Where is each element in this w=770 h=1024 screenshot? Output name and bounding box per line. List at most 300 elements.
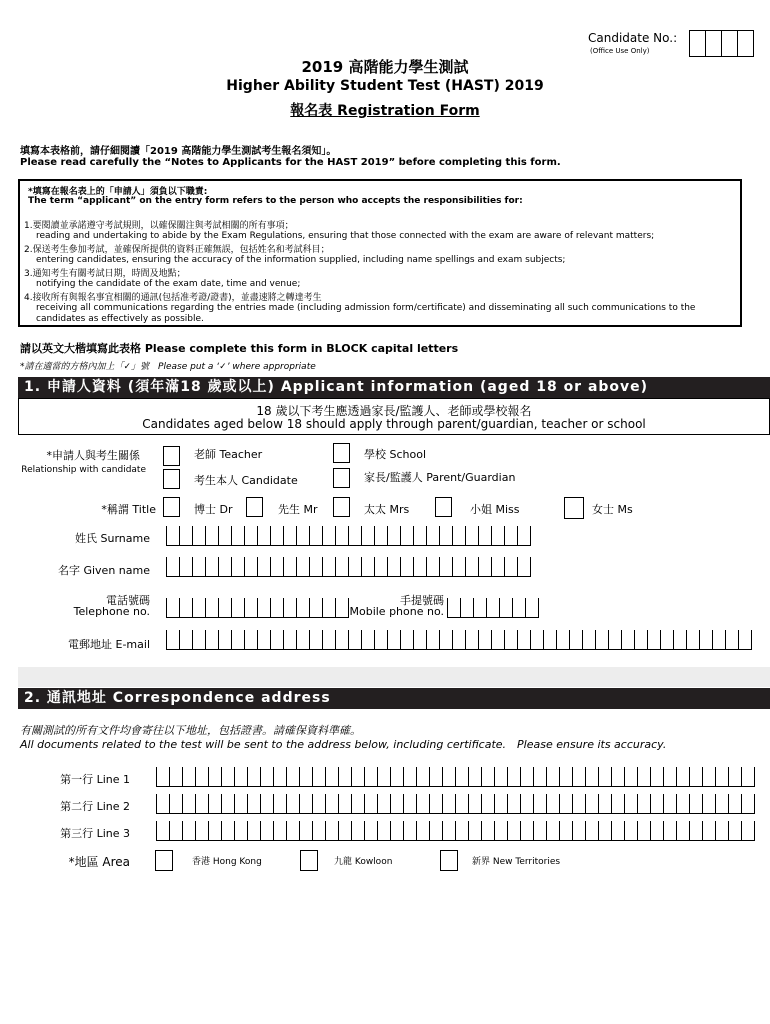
char-cell[interactable]	[427, 630, 440, 649]
notice-item-3-en: notifying the candidate of the exam date, time and venue;	[36, 279, 301, 289]
char-cell[interactable]	[352, 821, 365, 840]
char-cell[interactable]	[365, 821, 378, 840]
char-cell[interactable]	[245, 598, 258, 617]
char-cell[interactable]	[313, 767, 326, 786]
char-cell[interactable]	[209, 767, 222, 786]
char-cell[interactable]	[349, 526, 362, 545]
char-cell[interactable]	[508, 794, 521, 813]
char-cell[interactable]	[323, 630, 336, 649]
char-cell[interactable]	[414, 526, 427, 545]
section-1-note-cn: 18 歲以下考生應透過家長/監護人、老師或學校報名	[256, 404, 532, 418]
char-cell[interactable]	[482, 767, 495, 786]
char-cell[interactable]	[456, 767, 469, 786]
char-cell[interactable]	[378, 821, 391, 840]
char-cell[interactable]	[456, 821, 469, 840]
char-cell[interactable]	[612, 794, 625, 813]
char-cell[interactable]	[170, 821, 183, 840]
char-cell[interactable]	[388, 630, 401, 649]
address-line-3-input[interactable]	[156, 821, 755, 841]
char-cell[interactable]	[284, 557, 297, 576]
char-cell[interactable]	[404, 821, 417, 840]
char-cell[interactable]	[310, 630, 323, 649]
char-cell[interactable]	[534, 794, 547, 813]
char-cell[interactable]	[466, 557, 479, 576]
char-cell[interactable]	[664, 767, 677, 786]
char-cell[interactable]	[469, 767, 482, 786]
char-cell[interactable]	[261, 821, 274, 840]
char-cell[interactable]	[274, 794, 287, 813]
char-cell[interactable]	[297, 526, 310, 545]
char-cell[interactable]	[677, 767, 690, 786]
char-cell[interactable]	[206, 598, 219, 617]
char-cell[interactable]	[508, 821, 521, 840]
char-cell[interactable]	[526, 598, 539, 617]
title-mrs-checkbox[interactable]	[333, 497, 350, 517]
char-cell[interactable]	[664, 794, 677, 813]
char-cell[interactable]	[219, 630, 232, 649]
char-cell[interactable]	[404, 794, 417, 813]
char-cell[interactable]	[466, 526, 479, 545]
char-cell[interactable]	[297, 557, 310, 576]
char-cell[interactable]	[430, 821, 443, 840]
office-use-only: (Office Use Only)	[590, 47, 650, 55]
char-cell[interactable]	[492, 526, 505, 545]
char-cell[interactable]	[258, 526, 271, 545]
char-cell[interactable]	[469, 794, 482, 813]
char-cell[interactable]	[690, 794, 703, 813]
char-cell[interactable]	[323, 526, 336, 545]
char-cell[interactable]	[219, 526, 232, 545]
char-cell[interactable]	[209, 794, 222, 813]
char-cell[interactable]	[547, 821, 560, 840]
notice-item-1-cn: 1.要閱讀並承諾遵守考試規則，以確保關注與考試相關的所有事項；	[24, 221, 294, 231]
char-cell[interactable]	[180, 630, 193, 649]
char-cell[interactable]	[326, 794, 339, 813]
char-cell[interactable]	[261, 794, 274, 813]
char-cell[interactable]	[518, 630, 531, 649]
relationship-parent-checkbox[interactable]	[333, 468, 350, 488]
char-cell[interactable]	[638, 794, 651, 813]
char-cell[interactable]	[729, 794, 742, 813]
area-new-territories-checkbox[interactable]	[440, 850, 458, 871]
char-cell[interactable]	[586, 767, 599, 786]
char-cell[interactable]	[219, 598, 232, 617]
char-cell[interactable]	[193, 557, 206, 576]
char-cell[interactable]	[196, 794, 209, 813]
char-cell[interactable]	[513, 598, 526, 617]
email-input[interactable]	[166, 630, 752, 650]
char-cell[interactable]	[206, 526, 219, 545]
char-cell[interactable]	[193, 630, 206, 649]
char-cell[interactable]	[583, 630, 596, 649]
char-cell[interactable]	[664, 821, 677, 840]
char-cell[interactable]	[560, 821, 573, 840]
char-cell[interactable]	[596, 630, 609, 649]
char-cell[interactable]	[378, 794, 391, 813]
char-cell[interactable]	[557, 630, 570, 649]
char-cell[interactable]	[336, 557, 349, 576]
char-cell[interactable]	[573, 767, 586, 786]
notice-heading-en: The term “applicant” on the entry form refers to the person who accepts the responsibilities for:	[28, 196, 523, 206]
char-cell[interactable]	[703, 794, 716, 813]
char-cell[interactable]	[300, 767, 313, 786]
title-mr-checkbox[interactable]	[246, 497, 263, 517]
telephone-input[interactable]	[166, 598, 349, 618]
title-dr-label: 博士 Dr	[194, 503, 233, 516]
char-cell[interactable]	[417, 767, 430, 786]
char-cell[interactable]	[352, 767, 365, 786]
char-cell[interactable]	[703, 767, 716, 786]
char-cell[interactable]	[414, 557, 427, 576]
char-cell[interactable]	[206, 557, 219, 576]
char-cell[interactable]	[729, 767, 742, 786]
char-cell[interactable]	[508, 767, 521, 786]
char-cell[interactable]	[417, 794, 430, 813]
char-cell[interactable]	[521, 794, 534, 813]
char-cell[interactable]	[505, 630, 518, 649]
char-cell[interactable]	[401, 557, 414, 576]
char-cell[interactable]	[612, 767, 625, 786]
char-cell[interactable]	[391, 767, 404, 786]
notice-item-3-cn: 3.通知考生有關考試日期，時間及地點；	[24, 269, 186, 279]
char-cell[interactable]	[638, 767, 651, 786]
char-cell[interactable]	[170, 767, 183, 786]
section-2-note-cn: 有關測試的所有文件均會寄往以下地址，包括證書。請確保資料準確。	[20, 724, 361, 737]
char-cell[interactable]	[167, 598, 180, 617]
char-cell[interactable]	[310, 526, 323, 545]
char-cell[interactable]	[586, 821, 599, 840]
section-1-note-box	[18, 398, 770, 435]
char-cell[interactable]	[716, 767, 729, 786]
char-cell[interactable]	[183, 767, 196, 786]
char-cell[interactable]	[674, 630, 687, 649]
char-cell[interactable]	[625, 821, 638, 840]
char-cell[interactable]	[742, 821, 755, 840]
char-cell[interactable]	[534, 821, 547, 840]
char-cell[interactable]	[427, 526, 440, 545]
char-cell[interactable]	[271, 598, 284, 617]
address-line-2-label: 第二行 Line 2	[60, 800, 130, 813]
char-cell[interactable]	[391, 821, 404, 840]
char-cell[interactable]	[599, 794, 612, 813]
char-cell[interactable]	[466, 630, 479, 649]
char-cell[interactable]	[482, 821, 495, 840]
char-cell[interactable]	[222, 821, 235, 840]
char-cell[interactable]	[245, 630, 258, 649]
char-cell[interactable]	[352, 794, 365, 813]
char-cell[interactable]	[339, 767, 352, 786]
char-cell[interactable]	[729, 821, 742, 840]
char-cell[interactable]	[284, 526, 297, 545]
char-cell[interactable]	[430, 794, 443, 813]
char-cell[interactable]	[417, 821, 430, 840]
char-cell[interactable]	[274, 821, 287, 840]
char-cell[interactable]	[362, 557, 375, 576]
char-cell[interactable]	[235, 767, 248, 786]
char-cell[interactable]	[313, 821, 326, 840]
char-cell[interactable]	[495, 794, 508, 813]
char-cell[interactable]	[648, 630, 661, 649]
char-cell[interactable]	[271, 557, 284, 576]
char-cell[interactable]	[157, 794, 170, 813]
char-cell[interactable]	[453, 630, 466, 649]
area-new-territories-label: 新界 New Territories	[472, 857, 561, 867]
char-cell[interactable]	[235, 794, 248, 813]
char-cell[interactable]	[651, 794, 664, 813]
char-cell[interactable]	[739, 630, 752, 649]
char-cell[interactable]	[700, 630, 713, 649]
area-label: *地區 Area	[68, 855, 130, 869]
char-cell[interactable]	[222, 794, 235, 813]
char-cell[interactable]	[570, 630, 583, 649]
char-cell[interactable]	[258, 557, 271, 576]
char-cell[interactable]	[651, 821, 664, 840]
relationship-teacher-checkbox[interactable]	[163, 446, 180, 466]
char-cell[interactable]	[287, 767, 300, 786]
char-cell[interactable]	[518, 526, 531, 545]
section-spacer	[18, 667, 770, 687]
char-cell[interactable]	[500, 598, 513, 617]
char-cell[interactable]	[310, 557, 323, 576]
char-cell[interactable]	[391, 794, 404, 813]
char-cell[interactable]	[443, 794, 456, 813]
char-cell[interactable]	[492, 557, 505, 576]
char-cell[interactable]	[365, 794, 378, 813]
char-cell[interactable]	[401, 630, 414, 649]
char-cell[interactable]	[349, 557, 362, 576]
char-cell[interactable]	[461, 598, 474, 617]
char-cell[interactable]	[651, 767, 664, 786]
char-cell[interactable]	[284, 630, 297, 649]
char-cell[interactable]	[375, 557, 388, 576]
mobile-input[interactable]	[447, 598, 539, 618]
char-cell[interactable]	[287, 794, 300, 813]
char-cell[interactable]	[453, 526, 466, 545]
char-cell[interactable]	[661, 630, 674, 649]
char-cell[interactable]	[167, 557, 180, 576]
char-cell[interactable]	[430, 767, 443, 786]
title-miss-checkbox[interactable]	[435, 497, 452, 517]
char-cell[interactable]	[687, 630, 700, 649]
char-cell[interactable]	[258, 598, 271, 617]
char-cell[interactable]	[248, 767, 261, 786]
char-cell[interactable]	[495, 821, 508, 840]
char-cell[interactable]	[248, 794, 261, 813]
char-cell[interactable]	[414, 630, 427, 649]
char-cell[interactable]	[339, 794, 352, 813]
char-cell[interactable]	[487, 598, 500, 617]
char-cell[interactable]	[560, 794, 573, 813]
char-cell[interactable]	[284, 598, 297, 617]
char-cell[interactable]	[245, 526, 258, 545]
char-cell[interactable]	[206, 630, 219, 649]
char-cell[interactable]	[742, 794, 755, 813]
char-cell[interactable]	[388, 526, 401, 545]
char-cell[interactable]	[573, 821, 586, 840]
char-cell[interactable]	[375, 526, 388, 545]
char-cell[interactable]	[196, 767, 209, 786]
char-cell[interactable]	[544, 630, 557, 649]
char-cell[interactable]	[479, 557, 492, 576]
char-cell[interactable]	[505, 526, 518, 545]
char-cell[interactable]	[261, 767, 274, 786]
given-name-input[interactable]	[166, 557, 531, 577]
char-cell[interactable]	[167, 526, 180, 545]
char-cell[interactable]	[274, 767, 287, 786]
char-cell[interactable]	[287, 821, 300, 840]
char-cell[interactable]	[726, 630, 739, 649]
char-cell[interactable]	[443, 821, 456, 840]
title-ms-checkbox[interactable]	[564, 497, 584, 519]
char-cell[interactable]	[365, 767, 378, 786]
char-cell[interactable]	[339, 821, 352, 840]
char-cell[interactable]	[222, 767, 235, 786]
notice-item-2-en: entering candidates, ensuring the accuracy of the information supplied, including name spellings and exam subjects;	[36, 255, 566, 265]
char-cell[interactable]	[310, 598, 323, 617]
char-cell[interactable]	[456, 794, 469, 813]
char-cell[interactable]	[521, 821, 534, 840]
char-cell[interactable]	[219, 557, 232, 576]
char-cell[interactable]	[323, 598, 336, 617]
char-cell[interactable]	[443, 767, 456, 786]
char-cell[interactable]	[518, 557, 531, 576]
char-cell[interactable]	[232, 526, 245, 545]
char-cell[interactable]	[622, 630, 635, 649]
char-cell[interactable]	[245, 557, 258, 576]
char-cell[interactable]	[326, 767, 339, 786]
char-cell[interactable]	[375, 630, 388, 649]
char-cell[interactable]	[180, 598, 193, 617]
char-cell[interactable]	[635, 630, 648, 649]
char-cell[interactable]	[690, 821, 703, 840]
char-cell[interactable]	[474, 598, 487, 617]
char-cell[interactable]	[716, 821, 729, 840]
char-cell[interactable]	[586, 794, 599, 813]
char-cell[interactable]	[157, 821, 170, 840]
char-cell[interactable]	[534, 767, 547, 786]
char-cell[interactable]	[232, 598, 245, 617]
char-cell[interactable]	[453, 557, 466, 576]
char-cell[interactable]	[326, 821, 339, 840]
char-cell[interactable]	[313, 794, 326, 813]
char-cell[interactable]	[690, 767, 703, 786]
char-cell[interactable]	[427, 557, 440, 576]
char-cell[interactable]	[209, 821, 222, 840]
char-cell[interactable]	[258, 630, 271, 649]
char-cell[interactable]	[170, 794, 183, 813]
char-cell[interactable]	[271, 526, 284, 545]
char-cell[interactable]	[742, 767, 755, 786]
char-cell[interactable]	[531, 630, 544, 649]
char-cell[interactable]	[193, 526, 206, 545]
char-cell[interactable]	[505, 557, 518, 576]
relationship-candidate-checkbox[interactable]	[163, 469, 180, 489]
address-line-3-label: 第三行 Line 3	[60, 827, 130, 840]
tick-note: *請在適當的方格內加上「✓」號 Please put a ‘✓’ where appropriate	[20, 362, 316, 372]
char-cell[interactable]	[300, 821, 313, 840]
char-cell[interactable]	[323, 557, 336, 576]
char-cell[interactable]	[401, 526, 414, 545]
char-cell[interactable]	[599, 821, 612, 840]
title-dr-checkbox[interactable]	[163, 497, 180, 517]
char-cell[interactable]	[183, 821, 196, 840]
char-cell[interactable]	[349, 630, 362, 649]
address-line-2-input[interactable]	[156, 794, 755, 814]
char-cell[interactable]	[469, 821, 482, 840]
char-cell[interactable]	[495, 767, 508, 786]
char-cell[interactable]	[248, 821, 261, 840]
char-cell[interactable]	[297, 630, 310, 649]
char-cell[interactable]	[716, 794, 729, 813]
char-cell[interactable]	[336, 526, 349, 545]
char-cell[interactable]	[232, 630, 245, 649]
char-cell[interactable]	[638, 821, 651, 840]
char-cell[interactable]	[599, 767, 612, 786]
char-cell[interactable]	[547, 794, 560, 813]
address-line-1-label: 第一行 Line 1	[60, 773, 130, 786]
relationship-school-checkbox[interactable]	[333, 443, 350, 463]
char-cell[interactable]	[521, 767, 534, 786]
char-cell[interactable]	[448, 598, 461, 617]
char-cell[interactable]	[612, 821, 625, 840]
char-cell[interactable]	[388, 557, 401, 576]
char-cell[interactable]	[492, 630, 505, 649]
char-cell[interactable]	[404, 767, 417, 786]
char-cell[interactable]	[196, 821, 209, 840]
char-cell[interactable]	[547, 767, 560, 786]
char-cell[interactable]	[625, 767, 638, 786]
char-cell[interactable]	[440, 557, 453, 576]
char-cell[interactable]	[183, 794, 196, 813]
char-cell[interactable]	[703, 821, 716, 840]
char-cell[interactable]	[440, 630, 453, 649]
char-cell[interactable]	[625, 794, 638, 813]
char-cell[interactable]	[479, 526, 492, 545]
char-cell[interactable]	[482, 794, 495, 813]
char-cell[interactable]	[573, 794, 586, 813]
char-cell[interactable]	[336, 630, 349, 649]
read-notice-cn: 填寫本表格前，請仔細閱讀「2019 高階能力學生測試考生報名須知」。	[20, 146, 337, 157]
char-cell[interactable]	[180, 526, 193, 545]
char-cell[interactable]	[180, 557, 193, 576]
char-cell[interactable]	[235, 821, 248, 840]
relationship-label-en: Relationship with candidate	[21, 465, 146, 475]
char-cell[interactable]	[677, 794, 690, 813]
char-cell[interactable]	[193, 598, 206, 617]
char-cell[interactable]	[300, 794, 313, 813]
char-cell[interactable]	[440, 526, 453, 545]
char-cell[interactable]	[271, 630, 284, 649]
char-cell[interactable]	[157, 767, 170, 786]
char-cell[interactable]	[677, 821, 690, 840]
char-cell[interactable]	[560, 767, 573, 786]
surname-input[interactable]	[166, 526, 531, 546]
title-mrs-label: 太太 Mrs	[364, 503, 410, 516]
area-hong-kong-checkbox[interactable]	[155, 850, 173, 871]
char-cell[interactable]	[362, 630, 375, 649]
char-cell[interactable]	[378, 767, 391, 786]
char-cell[interactable]	[362, 526, 375, 545]
char-cell[interactable]	[713, 630, 726, 649]
area-kowloon-checkbox[interactable]	[300, 850, 318, 871]
char-cell[interactable]	[167, 630, 180, 649]
char-cell[interactable]	[609, 630, 622, 649]
address-line-1-input[interactable]	[156, 767, 755, 787]
char-cell[interactable]	[232, 557, 245, 576]
char-cell[interactable]	[479, 630, 492, 649]
char-cell[interactable]	[297, 598, 310, 617]
responsibilities-box	[18, 179, 742, 327]
